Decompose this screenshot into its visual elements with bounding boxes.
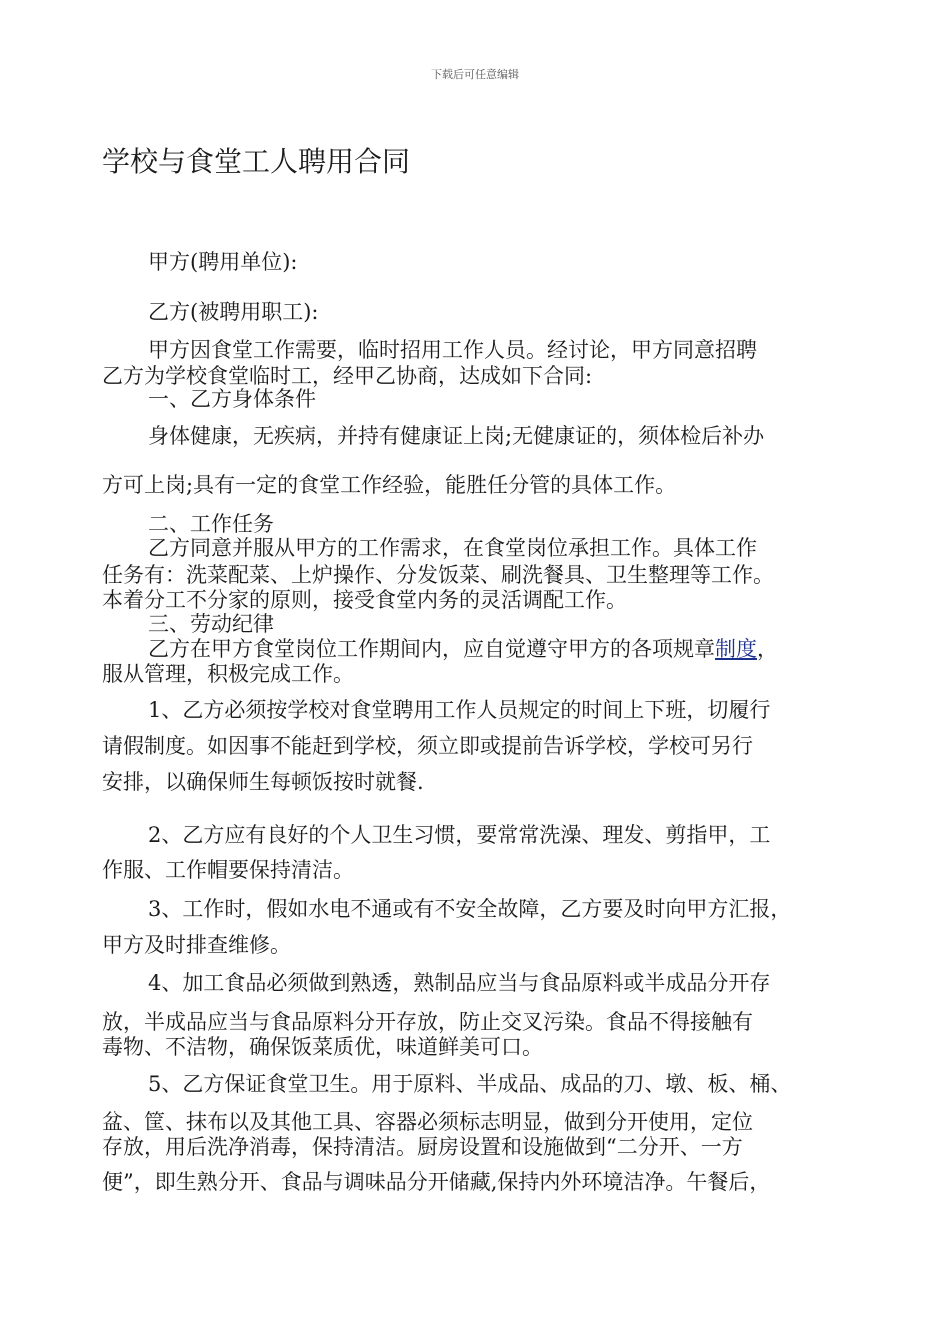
paragraph-text: ， <box>757 637 778 661</box>
clause-line: 3、工作时，假如水电不通或有不安全故障，乙方要及时向甲方汇报， <box>148 897 792 921</box>
paragraph-line: 服从管理，积极完成工作。 <box>102 662 354 686</box>
section-heading: 二、工作任务 <box>148 512 274 536</box>
clause-line: 1、乙方必须按学校对食堂聘用工作人员规定的时间上下班，切履行 <box>148 698 771 722</box>
party-b-line: 乙方(被聘用职工): <box>148 300 319 324</box>
paragraph-line: 乙方为学校食堂临时工，经甲乙协商，达成如下合同: <box>102 364 593 388</box>
paragraph-line: 甲方因食堂工作需要，临时招用工作人员。经讨论，甲方同意招聘 <box>148 338 757 362</box>
paragraph-line: 身体健康，无疾病，并持有健康证上岗;无健康证的，须体检后补办 <box>148 424 765 448</box>
clause-line: 甲方及时排查维修。 <box>102 933 291 957</box>
clause-line: 存放，用后洗净消毒，保持清洁。厨房设置和设施做到“二分开、一方 <box>102 1135 743 1159</box>
page-header: 下载后可任意编辑 <box>431 68 519 81</box>
paragraph-line: 乙方同意并服从甲方的工作需求，在食堂岗位承担工作。具体工作 <box>148 536 757 560</box>
paragraph-line <box>148 635 778 663</box>
paragraph-line: 方可上岗;具有一定的食堂工作经验，能胜任分管的具体工作。 <box>102 473 677 497</box>
clause-line: 请假制度。如因事不能赶到学校，须立即或提前告诉学校，学校可另行 <box>102 734 753 758</box>
clause-line: 盆、筐、抹布以及其他工具、容器必须标志明显，做到分开使用，定位 <box>102 1110 753 1134</box>
clause-line: 5、乙方保证食堂卫生。用于原料、半成品、成品的刀、墩、板、桶、 <box>148 1072 792 1096</box>
document-title: 学校与食堂工人聘用合同 <box>102 145 411 178</box>
clause-line: 放，半成品应当与食品原料分开存放，防止交叉污染。食品不得接触有 <box>102 1010 753 1034</box>
clause-line: 4、加工食品必须做到熟透，熟制品应当与食品原料或半成品分开存 <box>148 971 771 995</box>
paragraph-line: 本着分工不分家的原则，接受食堂内务的灵活调配工作。 <box>102 588 627 612</box>
section-heading: 三、劳动纪律 <box>148 612 274 636</box>
regulations-link[interactable]: 制度 <box>715 637 757 661</box>
paragraph-line: 任务有：洗菜配菜、上炉操作、分发饭菜、刷洗餐具、卫生整理等工作。 <box>102 563 774 587</box>
section-heading: 一、乙方身体条件 <box>148 387 316 411</box>
clause-line: 毒物、不洁物，确保饭菜质优，味道鲜美可口。 <box>102 1035 543 1059</box>
clause-line: 作服、工作帽要保持清洁。 <box>102 858 354 882</box>
paragraph-text: 乙方在甲方食堂岗位工作期间内，应自觉遵守甲方的各项规章 <box>148 637 715 661</box>
party-a-line: 甲方(聘用单位): <box>148 250 298 274</box>
clause-line: 安排，以确保师生每顿饭按时就餐. <box>102 770 424 794</box>
clause-line: 便”，即生熟分开、食品与调味品分开储藏,保持内外环境洁净。午餐后， <box>102 1170 771 1194</box>
clause-line: 2、乙方应有良好的个人卫生习惯，要常常洗澡、理发、剪指甲，工 <box>148 823 771 847</box>
